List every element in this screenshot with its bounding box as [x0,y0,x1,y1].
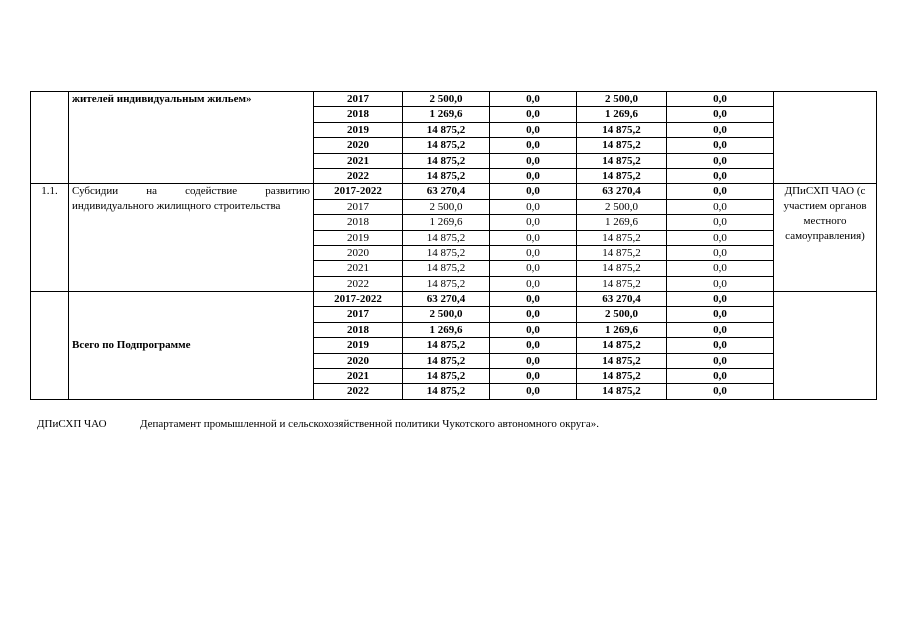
other-cell: 0,0 [667,230,774,245]
other-cell: 0,0 [667,369,774,384]
total-cell: 2 500,0 [403,199,490,214]
item-number-cell [31,292,69,400]
total-cell: 2 500,0 [403,307,490,322]
federal-cell: 0,0 [490,107,577,122]
federal-cell: 0,0 [490,338,577,353]
regional-cell: 14 875,2 [577,338,667,353]
federal-cell: 0,0 [490,92,577,107]
federal-cell: 0,0 [490,199,577,214]
regional-cell: 14 875,2 [577,353,667,368]
other-cell: 0,0 [667,384,774,399]
regional-cell: 1 269,6 [577,322,667,337]
federal-cell: 0,0 [490,276,577,291]
year-cell: 2017-2022 [314,292,403,307]
year-cell: 2021 [314,153,403,168]
item-name-cell: Всего по Подпрограмме [69,292,314,400]
regional-cell: 14 875,2 [577,122,667,137]
executor-cell [774,92,877,184]
footnote [37,418,599,430]
table-row [31,292,877,307]
year-cell: 2021 [314,369,403,384]
total-cell: 1 269,6 [403,107,490,122]
total-cell: 14 875,2 [403,369,490,384]
other-cell: 0,0 [667,245,774,260]
regional-cell: 14 875,2 [577,276,667,291]
year-cell: 2017 [314,307,403,322]
other-cell: 0,0 [667,92,774,107]
federal-cell: 0,0 [490,292,577,307]
year-cell: 2018 [314,322,403,337]
year-cell: 2017 [314,92,403,107]
other-cell: 0,0 [667,322,774,337]
federal-cell: 0,0 [490,122,577,137]
year-cell: 2018 [314,215,403,230]
budget-table [30,91,877,400]
other-cell: 0,0 [667,122,774,137]
total-cell: 14 875,2 [403,168,490,183]
other-cell: 0,0 [667,107,774,122]
table-row [31,92,877,107]
regional-cell: 2 500,0 [577,199,667,214]
federal-cell: 0,0 [490,384,577,399]
footnote-abbreviation: ДПиСХП ЧАО [37,418,107,430]
year-cell: 2017 [314,199,403,214]
regional-cell: 2 500,0 [577,92,667,107]
year-cell: 2020 [314,138,403,153]
total-cell: 14 875,2 [403,122,490,137]
regional-cell: 2 500,0 [577,307,667,322]
year-cell: 2020 [314,245,403,260]
year-cell: 2017-2022 [314,184,403,199]
regional-cell: 14 875,2 [577,384,667,399]
other-cell: 0,0 [667,184,774,199]
total-cell: 2 500,0 [403,92,490,107]
year-cell: 2018 [314,107,403,122]
year-cell: 2019 [314,122,403,137]
total-cell: 1 269,6 [403,215,490,230]
federal-cell: 0,0 [490,322,577,337]
year-cell: 2019 [314,338,403,353]
regional-cell: 14 875,2 [577,138,667,153]
regional-cell: 1 269,6 [577,107,667,122]
federal-cell: 0,0 [490,184,577,199]
federal-cell: 0,0 [490,261,577,276]
item-number-cell [31,92,69,184]
total-cell: 14 875,2 [403,338,490,353]
regional-cell: 14 875,2 [577,245,667,260]
year-cell: 2022 [314,168,403,183]
year-cell: 2022 [314,384,403,399]
regional-cell: 14 875,2 [577,261,667,276]
other-cell: 0,0 [667,199,774,214]
federal-cell: 0,0 [490,230,577,245]
total-cell: 63 270,4 [403,292,490,307]
year-cell: 2022 [314,276,403,291]
other-cell: 0,0 [667,261,774,276]
budget-table-body [31,92,877,400]
executor-cell: ДПиСХП ЧАО (с участием органов местного самоуправления) [774,184,877,292]
year-cell: 2019 [314,230,403,245]
federal-cell: 0,0 [490,307,577,322]
federal-cell: 0,0 [490,153,577,168]
total-cell: 14 875,2 [403,138,490,153]
federal-cell: 0,0 [490,138,577,153]
other-cell: 0,0 [667,353,774,368]
item-name-cell: Субсидии на содействие развитию индивидуального жилищного строительства [69,184,314,292]
regional-cell: 63 270,4 [577,184,667,199]
total-cell: 14 875,2 [403,353,490,368]
regional-cell: 14 875,2 [577,153,667,168]
year-cell: 2020 [314,353,403,368]
federal-cell: 0,0 [490,245,577,260]
total-cell: 1 269,6 [403,322,490,337]
federal-cell: 0,0 [490,369,577,384]
other-cell: 0,0 [667,276,774,291]
regional-cell: 63 270,4 [577,292,667,307]
total-cell: 14 875,2 [403,230,490,245]
total-cell: 14 875,2 [403,153,490,168]
item-number-cell: 1.1. [31,184,69,292]
other-cell: 0,0 [667,215,774,230]
federal-cell: 0,0 [490,168,577,183]
federal-cell: 0,0 [490,215,577,230]
regional-cell: 14 875,2 [577,230,667,245]
regional-cell: 14 875,2 [577,168,667,183]
other-cell: 0,0 [667,307,774,322]
item-name-cell: жителей индивидуальным жильем» [69,92,314,184]
total-cell: 63 270,4 [403,184,490,199]
regional-cell: 14 875,2 [577,369,667,384]
other-cell: 0,0 [667,153,774,168]
other-cell: 0,0 [667,138,774,153]
total-cell: 14 875,2 [403,384,490,399]
total-cell: 14 875,2 [403,261,490,276]
federal-cell: 0,0 [490,353,577,368]
year-cell: 2021 [314,261,403,276]
other-cell: 0,0 [667,168,774,183]
footnote-text: Департамент промышленной и сельскохозяйственной политики Чукотского автономного округа». [140,418,599,430]
regional-cell: 1 269,6 [577,215,667,230]
total-cell: 14 875,2 [403,245,490,260]
other-cell: 0,0 [667,338,774,353]
total-cell: 14 875,2 [403,276,490,291]
table-row [31,184,877,199]
other-cell: 0,0 [667,292,774,307]
executor-cell [774,292,877,400]
